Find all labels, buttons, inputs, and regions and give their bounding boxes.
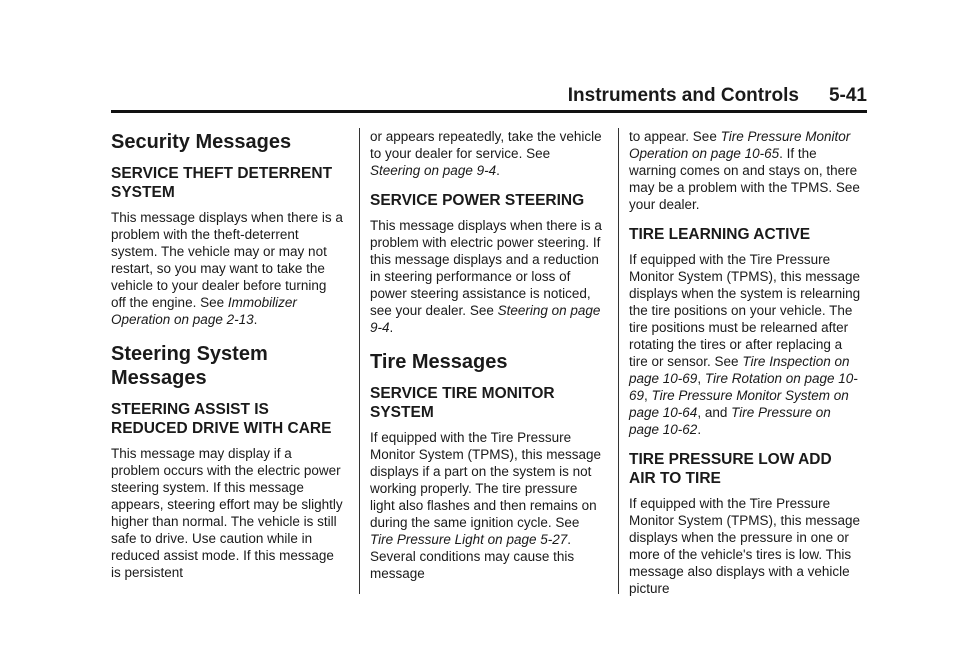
column-3 xyxy=(629,128,861,609)
heading-service-power-steering: SERVICE POWER STEERING xyxy=(370,192,585,209)
paragraph-text: . If the warning comes on and stays on, there may be a problem with the TPMS. See your dealer. xyxy=(629,146,860,212)
paragraph-steering-assist: This message may display if a problem occurs with the electric power steering system. If this message appears, steering effort may be slightly higher than normal. The vehicle is still safe to drive. Use caution while in reduced assist mode. If this message is persistent xyxy=(111,446,343,580)
heading-steering-system-messages: Steering System Messages xyxy=(111,343,268,389)
cross-reference-link[interactable]: Tire Rotation on page 10-69 xyxy=(629,371,858,403)
heading-tire-pressure-low: TIRE PRESSURE LOW ADD AIR TO TIRE xyxy=(629,451,832,487)
cross-reference-link[interactable]: Tire Pressure Monitor System on page 10-64 xyxy=(629,388,849,420)
cross-reference-link[interactable]: Tire Inspection on page 10-69 xyxy=(629,354,850,386)
paragraph-text: or appears repeatedly, take the vehicle to your dealer for service. See xyxy=(370,129,602,161)
page-number: 5-41 xyxy=(828,85,867,106)
paragraph-power-steering xyxy=(370,217,602,336)
column-divider xyxy=(618,128,619,594)
column-2 xyxy=(370,128,602,594)
cross-reference-link[interactable]: Tire Pressure Monitor Operation on page 10-65 xyxy=(629,129,851,161)
paragraph-tire-pressure-low: If equipped with the Tire Pressure Monitor System (TPMS), this message displays when the pressure in one or more of the vehicle's tires is low. This message also displays with a vehicle picture xyxy=(629,496,861,596)
page-header xyxy=(111,84,867,108)
paragraph-text: . xyxy=(697,422,702,437)
paragraph-text: . xyxy=(496,163,500,178)
cross-reference-link[interactable]: Tire Pressure on page 10-62 xyxy=(629,405,831,437)
paragraph-text: . xyxy=(389,320,394,335)
paragraph-text: , xyxy=(697,371,705,386)
paragraph-tire-learning xyxy=(629,251,861,438)
cross-reference-link[interactable]: Immobilizer Operation on page 2-13 xyxy=(111,295,297,327)
paragraph-text: to appear. See xyxy=(629,129,721,144)
heading-tire-messages: Tire Messages xyxy=(370,351,508,373)
paragraph-text: This message displays when there is a problem with electric power steering. If this message displays and a reduction in steering performance or loss of power steering assistance is noticed, see your dealer. See xyxy=(370,218,602,318)
paragraph-text: If equipped with the Tire Pressure Monitor System (TPMS), this message displays when the system is relearning the tire positions on your vehicle. The tire positions must be relearned after rotating the tires or after replacing a tire or sensor. See xyxy=(629,252,861,369)
paragraph-text: If equipped with the Tire Pressure Monitor System (TPMS), this message displays if a part on the system is not working properly. The tire pressure light also flashes and then remains on during the same ignition cycle. See xyxy=(370,430,602,530)
paragraph-text: . Several conditions may cause this message xyxy=(370,532,575,581)
column-1 xyxy=(111,128,343,593)
heading-tire-learning-active: TIRE LEARNING ACTIVE xyxy=(629,226,811,243)
cross-reference-link[interactable]: Steering on page 9-4 xyxy=(370,303,601,335)
paragraph-text: , xyxy=(644,388,652,403)
paragraph-text: This message displays when there is a problem with the theft-deterrent system. The vehicle may or may not restart, so you may want to take the vehicle to your dealer before turning off the engine. See xyxy=(111,210,343,310)
cross-reference-link[interactable]: Steering on page 9-4 xyxy=(370,163,497,178)
paragraph-steering-continued xyxy=(370,128,602,179)
heading-service-theft-deterrent: SERVICE THEFT DETERRENT SYSTEM xyxy=(111,165,333,201)
heading-service-tire-monitor: SERVICE TIRE MONITOR SYSTEM xyxy=(370,385,555,421)
paragraph-theft-deterrent xyxy=(111,209,343,328)
cross-reference-link[interactable]: Tire Pressure Light on page 5-27 xyxy=(370,532,568,547)
section-title: Instruments and Controls xyxy=(567,85,799,106)
heading-security-messages: Security Messages xyxy=(111,131,292,153)
paragraph-text: . xyxy=(253,312,258,327)
paragraph-tire-monitor xyxy=(370,429,602,582)
header-rule xyxy=(111,110,867,113)
paragraph-text: , and xyxy=(697,405,732,420)
paragraph-tire-monitor-continued xyxy=(629,128,861,213)
heading-steering-assist-reduced: STEERING ASSIST IS REDUCED DRIVE WITH CARE xyxy=(111,401,332,437)
column-divider xyxy=(359,128,360,594)
